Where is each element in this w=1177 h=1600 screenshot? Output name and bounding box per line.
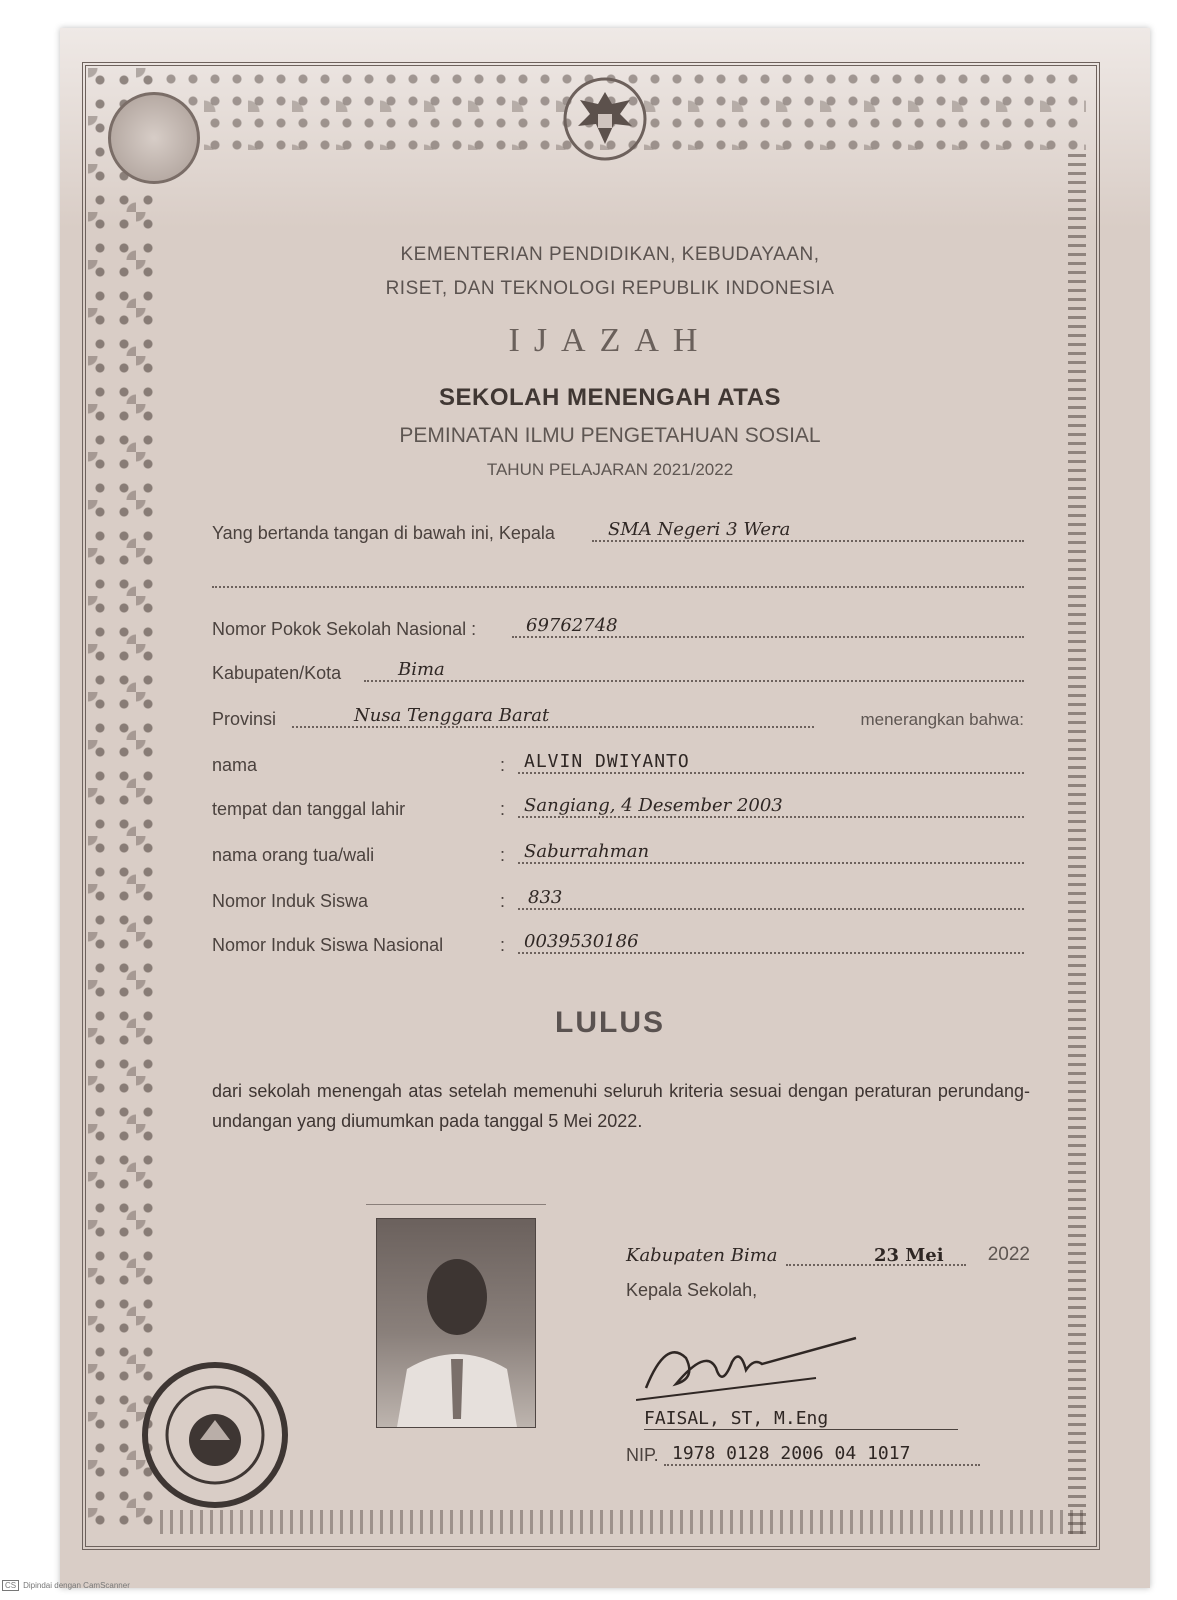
field-value: Sangiang, 4 Desember 2003 (524, 795, 783, 816)
field-label: Nomor Induk Siswa (212, 891, 369, 911)
ornament-left (88, 68, 160, 1534)
ministry-heading (300, 238, 920, 306)
principal-signature (636, 1318, 866, 1408)
province-label: Provinsi (212, 709, 277, 729)
ornament-right (1068, 150, 1086, 1534)
dotted-line (212, 586, 1024, 588)
nisn-row (212, 922, 1024, 962)
regency-label: Kabupaten/Kota (212, 663, 342, 683)
school-type: SEKOLAH MENENGAH ATAS (438, 384, 782, 411)
scanner-watermark (2, 1580, 130, 1591)
nis-row (212, 878, 1024, 918)
dotted-line (518, 862, 1024, 864)
dotted-line (518, 908, 1024, 910)
field-colon: : (500, 891, 506, 911)
student-photo (376, 1218, 536, 1428)
field-colon: : (500, 799, 506, 819)
photo-top-rule (366, 1204, 546, 1205)
school-seal-icon (140, 1360, 290, 1510)
principal-name: FAISAL, ST, M.Eng (644, 1408, 958, 1430)
dotted-line (518, 772, 1024, 774)
student-photo-figure (377, 1219, 535, 1427)
major: PEMINATAN ILMU PENGETAHUAN SOSIAL (399, 424, 821, 447)
nip-label: NIP. (626, 1445, 659, 1465)
school-name-value: SMA Negeri 3 Wera (608, 519, 791, 540)
field-value: 833 (528, 887, 563, 908)
place-date-row (626, 1238, 1030, 1274)
ministry-line-2: RISET, DAN TEKNOLOGI REPUBLIK INDONESIA (385, 278, 835, 299)
dotted-line (518, 952, 1024, 954)
field-value: 0039530186 (524, 931, 639, 952)
place-value: Kabupaten Bima (626, 1245, 778, 1266)
student-name-row (212, 742, 1024, 782)
nip-row (626, 1440, 980, 1470)
dotted-line (292, 726, 814, 728)
dotted-line (592, 540, 1024, 542)
intro-row (212, 510, 1024, 550)
result-heading: LULUS (555, 1006, 665, 1039)
scanner-text: Dipindai dengan CamScanner (23, 1581, 130, 1590)
regency-row (212, 650, 1024, 690)
academic-year: TAHUN PELAJARAN 2021/2022 (486, 460, 734, 479)
year-value: 2022 (987, 1244, 1030, 1265)
ministry-line-1: KEMENTERIAN PENDIDIKAN, KEBUDAYAAN, (400, 244, 820, 265)
regency-value: Bima (398, 659, 445, 680)
field-value: ALVIN DWIYANTO (524, 751, 690, 772)
blank-row (212, 556, 1024, 596)
birth-row (212, 786, 1024, 826)
declares-text: menerangkan bahwa: (860, 710, 1024, 729)
npsn-label: Nomor Pokok Sekolah Nasional : (212, 619, 477, 639)
dotted-line (664, 1464, 980, 1466)
dotted-line (364, 680, 1024, 682)
dotted-line (512, 636, 1024, 638)
field-label: nama orang tua/wali (212, 845, 375, 865)
field-value: Saburrahman (524, 841, 650, 862)
field-label: tempat dan tanggal lahir (212, 799, 406, 819)
camscanner-icon: CS (2, 1580, 19, 1591)
parent-row (212, 832, 1024, 872)
npsn-value: 69762748 (526, 615, 618, 636)
field-label: Nomor Induk Siswa Nasional (212, 935, 444, 955)
graduation-statement: dari sekolah menengah atas setelah memenuhi seluruh kriteria sesuai dengan peraturan perundang-undangan yang diumumkan pada tanggal 5 Mei 2022. (212, 1081, 1030, 1131)
province-row (212, 696, 1024, 736)
nip-value: 1978 0128 2006 04 1017 (672, 1443, 911, 1464)
province-value: Nusa Tenggara Barat (354, 705, 550, 726)
principal-role: Kepala Sekolah, (626, 1280, 758, 1300)
intro-label: Yang bertanda tangan di bawah ini, Kepala (212, 523, 555, 543)
field-colon: : (500, 935, 506, 955)
ornament-bottom (160, 1510, 1086, 1534)
certificate-title: IJAZAH (508, 322, 712, 359)
dotted-line (518, 816, 1024, 818)
field-colon: : (500, 755, 506, 775)
field-colon: : (500, 845, 506, 865)
npsn-row (212, 606, 1024, 646)
corner-ornament (108, 92, 200, 184)
date-value: 23 Mei (874, 1245, 944, 1266)
garuda-emblem-icon (560, 74, 650, 164)
field-label: nama (212, 755, 258, 775)
